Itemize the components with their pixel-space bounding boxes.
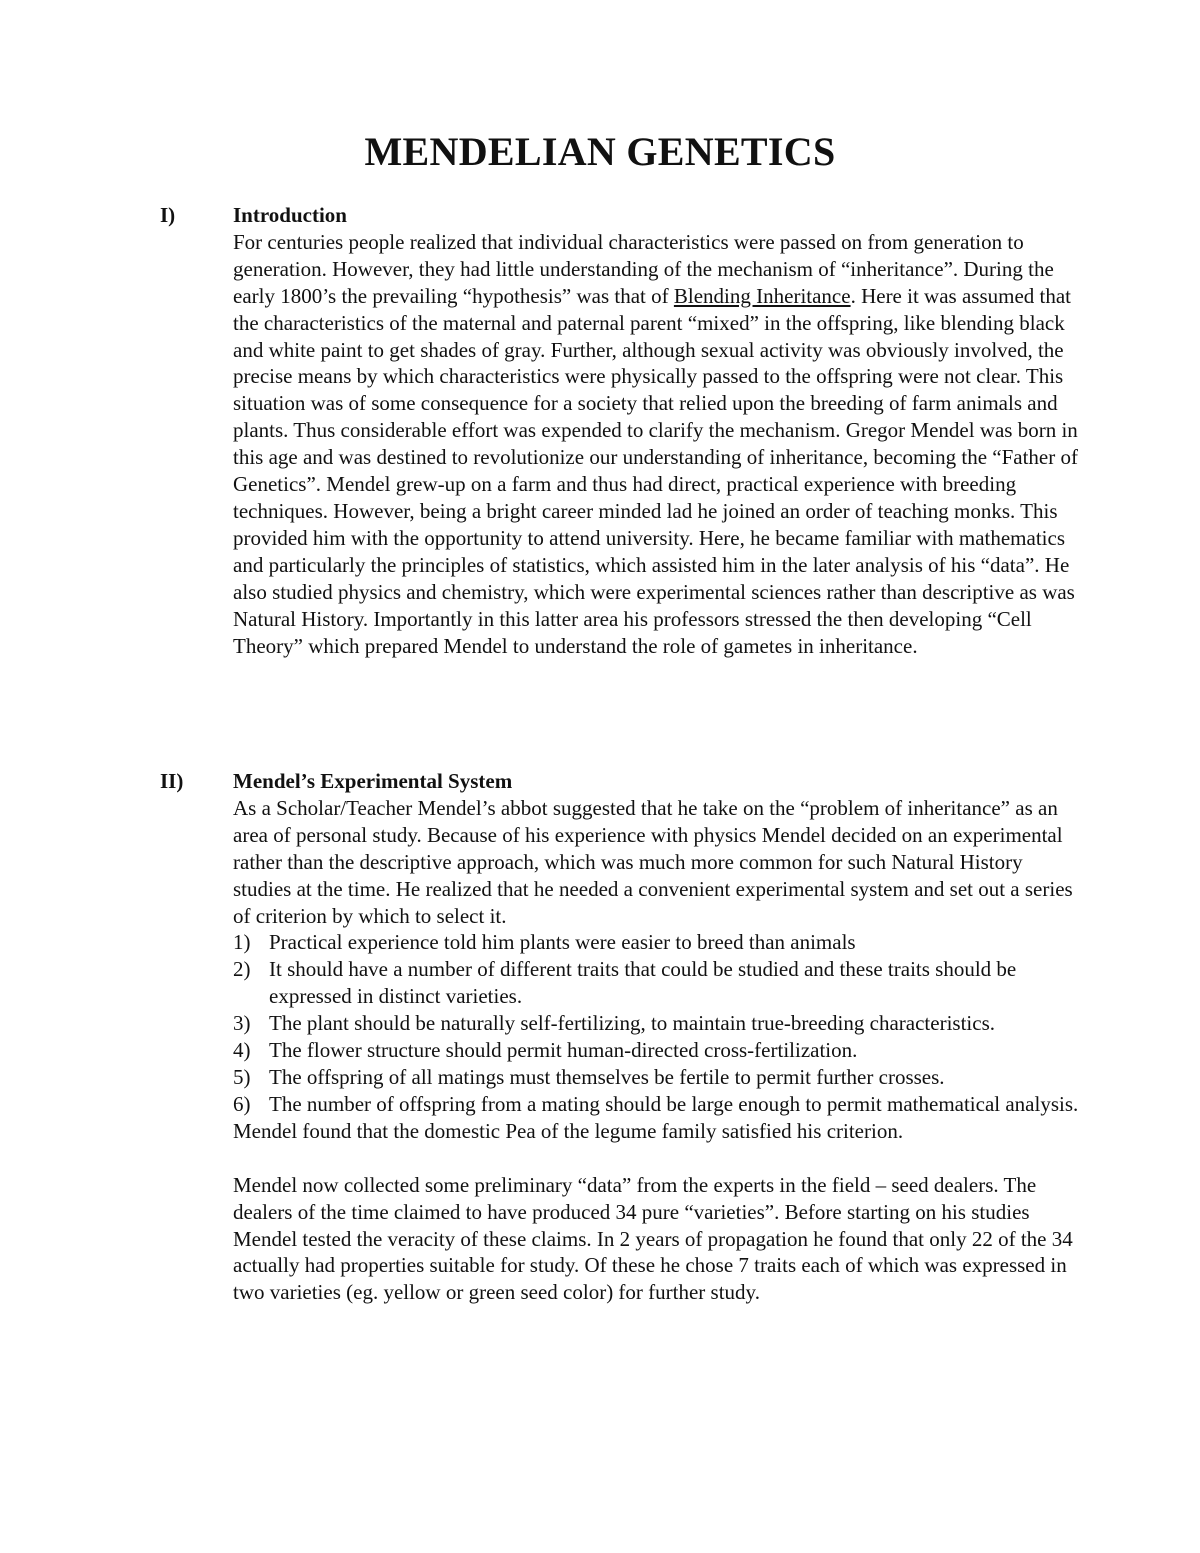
criterion-text: The number of offspring from a mating should be large enough to permit mathematical analysis. <box>269 1091 1079 1116</box>
criterion-number: 5) <box>233 1064 251 1089</box>
criteria-list <box>233 929 1080 1117</box>
followup-paragraph: Mendel now collected some preliminary “data” from the experts in the field – seed dealers. The dealers of the time claimed to have produced 34 pure “varieties”. Before starting on his studies Mendel tested the veracity of these claims. In 2 years of propagation he found that only 22 of the 34 actually had properties suitable for study. Of these he chose 7 traits each of which was expressed in two varieties (eg. yellow or green seed color) for further study. <box>233 1172 1073 1305</box>
criterion-number: 1) <box>233 930 251 955</box>
intro-text-part-1: For centuries people realized that individual characteristics were passed on from generation to generation. However, they had little understanding of the mechanism of “inheritance”. During the early 1800’s the prevailing “hypothesis” was that of <box>233 229 1054 308</box>
criterion-number: 6) <box>233 1091 251 1116</box>
section-number: I) <box>160 203 176 227</box>
criterion-item <box>233 1091 1080 1118</box>
criterion-text: The offspring of all matings must themselves be fertile to permit further crosses. <box>269 1064 945 1089</box>
criterion-text: Practical experience told him plants were easier to breed than animals <box>269 930 856 955</box>
blending-inheritance-term: Blending Inheritance <box>673 283 851 308</box>
criterion-text: The flower structure should permit human-directed cross-fertilization. <box>269 1038 858 1063</box>
criterion-item <box>233 1010 1080 1037</box>
section-body <box>233 768 1080 1306</box>
section-body <box>233 202 1080 659</box>
criterion-text: It should have a number of different traits that could be studied and these traits should be expressed in distinct varieties. <box>269 957 1017 1009</box>
experimental-system-paragraph: As a Scholar/Teacher Mendel’s abbot suggested that he take on the “problem of inheritance” as an area of personal study. Because of his experience with physics Mendel decided on an experimental rather than the descriptive approach, which was much more common for such Natural History studies at the time. He realized that he needed a convenient experimental system and set out a series of criterion by which to select it. <box>233 795 1073 928</box>
paragraph-gap <box>233 1145 1080 1172</box>
introduction-paragraph <box>233 229 1080 660</box>
section-heading: Introduction <box>233 203 347 227</box>
criterion-item <box>233 929 1080 956</box>
criterion-number: 3) <box>233 1011 251 1036</box>
section-number: II) <box>160 769 184 793</box>
criterion-item <box>233 1037 1080 1064</box>
section-heading: Mendel’s Experimental System <box>233 769 513 793</box>
conclusion-paragraph: Mendel found that the domestic Pea of the legume family satisfied his criterion. <box>233 1118 904 1143</box>
criterion-item <box>233 1064 1080 1091</box>
section-experimental-system <box>160 768 1080 1306</box>
page-title: MENDELIAN GENETICS <box>364 129 836 174</box>
criterion-text: The plant should be naturally self-fertilizing, to maintain true-breeding characteristics. <box>269 1011 995 1036</box>
criterion-item <box>233 956 1080 1010</box>
intro-text-part-2: . Here it was assumed that the characteristics of the maternal and paternal parent “mixed” in the offspring, like blending black and white paint to get shades of gray. Further, although sexual activity was obviously involved, the precise means by which characteristics were physically passed to the offspring were not clear. This situation was of some consequence for a society that relied upon the breeding of farm animals and plants. Thus considerable effort was expended to clarify the mechanism. Gregor Mendel was born in this age and was destined to revolutionize our understanding of inheritance, becoming the “Father of Genetics”. Mendel grew-up on a farm and thus had direct, practical experience with breeding techniques. However, being a bright career minded lad he joined an order of teaching monks. This provided him with the opportunity to attend university. Here, he became familiar with mathematics and particularly the principles of statistics, which assisted him in the later analysis of his “data”. He also studied physics and chemistry, which were experimental sciences rather than descriptive as was Natural History. Importantly in this latter area his professors stressed the then developing “Cell Theory” which prepared Mendel to understand the role of gametes in inheritance. <box>233 283 1078 658</box>
section-introduction <box>160 202 1080 659</box>
criterion-number: 4) <box>233 1038 251 1063</box>
criterion-number: 2) <box>233 957 251 982</box>
